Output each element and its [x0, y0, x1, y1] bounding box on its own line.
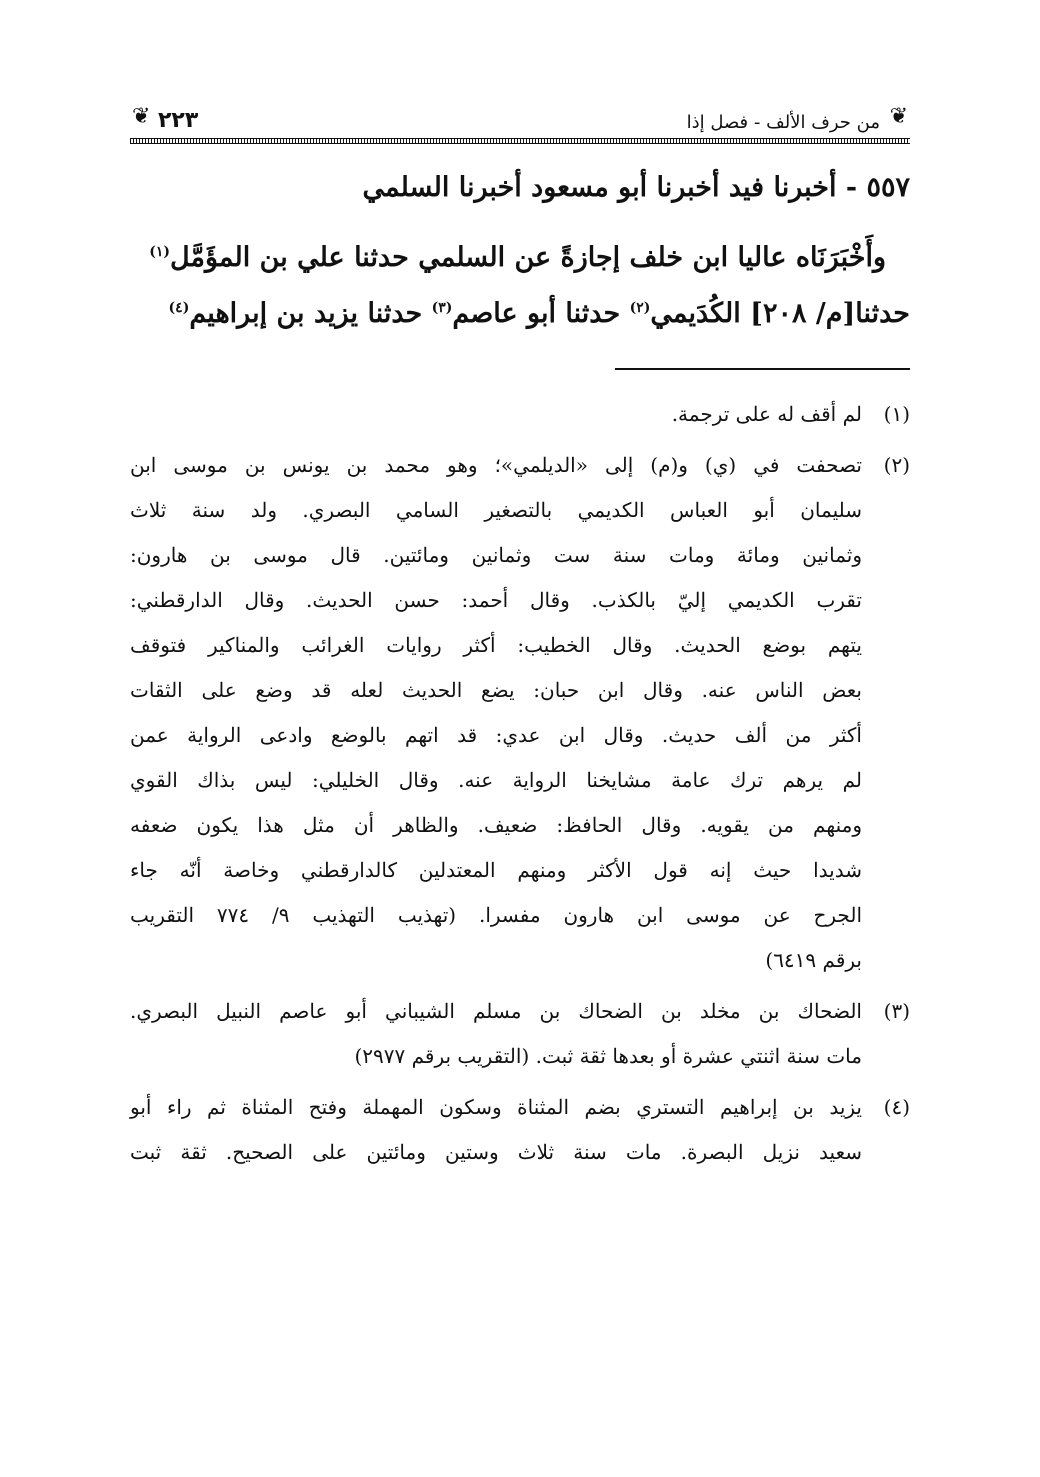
- page-number: ٢٢٣: [158, 108, 199, 133]
- isnad-text-1: وأَخْبَرَنَاه عاليا ابن خلف إجازةً عن السلمي حدثنا علي بن المؤَمَّل: [170, 242, 886, 273]
- footnote-line: وثمانين ومائة ومات سنة ست وثمانين ومائتين. قال موسى بن هارون:: [130, 543, 862, 567]
- footnote-line: يزيد بن إبراهيم التستري بضم المثناة وسكون المهملة وفتح المثناة ثم راء أبو: [130, 1095, 862, 1119]
- footnote-text: [130, 1085, 862, 1175]
- header-rule: [130, 138, 910, 144]
- footnote-line: الجرح عن موسى ابن هارون مفسرا. (تهذيب التهذيب ٩/ ٧٧٤ التقريب: [130, 903, 862, 927]
- footnote-ref-4[interactable]: (٤): [168, 300, 190, 316]
- running-header: [130, 102, 910, 142]
- main-text: [130, 160, 910, 342]
- footnote-2: [130, 443, 910, 983]
- footnote-line: تقرب الكديمي إليّ بالكذب. وقال أحمد: حسن الحديث. وقال الدارقطني:: [130, 588, 862, 612]
- footnotes: [130, 392, 910, 1181]
- footnote-line: مات سنة اثنتي عشرة أو بعدها ثقة ثبت. (التقريب برقم ٢٩٧٧): [354, 1044, 862, 1068]
- footnote-number: (٣): [883, 999, 910, 1023]
- isnad-text-2: حدثنا[م/ ٢٠٨] الكُدَيمي: [650, 298, 910, 329]
- footnote-line: الضحاك بن مخلد بن الضحاك بن مسلم الشيباني أبو عاصم النبيل البصري.: [130, 999, 862, 1023]
- footnote-line: بعض الناس عنه. وقال ابن حبان: يضع الحديث لعله قد وضع على الثقات: [130, 678, 862, 702]
- hadith-heading: ٥٥٧ - أخبرنا فيد أخبرنا أبو مسعود أخبرنا السلمي: [362, 172, 910, 203]
- footnote-separator: [615, 368, 910, 370]
- main-line-2: [130, 230, 910, 286]
- main-line-1: [130, 160, 910, 216]
- isnad-text-4: حدثنا يزيد بن إبراهيم: [189, 298, 423, 329]
- header-title: من حرف الألف - فصل إذا: [686, 112, 880, 133]
- footnote-number: (٤): [883, 1095, 910, 1119]
- footnote-number: (٢): [883, 453, 910, 477]
- footnote-1: [130, 392, 910, 437]
- ornament-left-icon: ❦: [132, 104, 151, 129]
- main-line-3: [130, 286, 910, 342]
- footnote-number: (١): [883, 402, 910, 426]
- footnote-line: تصحفت في (ي) و(م) إلى «الديلمي»؛ وهو محمد بن يونس بن موسى ابن: [130, 453, 862, 477]
- footnote-ref-1[interactable]: (١): [149, 244, 171, 260]
- footnote-line: سليمان أبو العباس الكديمي بالتصغير السامي البصري. ولد سنة ثلاث: [130, 498, 862, 522]
- footnote-ref-2[interactable]: (٢): [629, 300, 651, 316]
- footnote-line: شديدا حيث إنه قول الأكثر ومنهم المعتدلين كالدارقطني وخاصة أنّه جاء: [130, 858, 862, 882]
- footnote-line: سعيد نزيل البصرة. مات سنة ثلاث وستين ومائتين على الصحيح. ثقة ثبت: [130, 1140, 862, 1164]
- footnote-text: [130, 989, 862, 1079]
- footnote-line: أكثر من ألف حديث. وقال ابن عدي: قد اتهم بالوضع وادعى الرواية عمن: [130, 723, 862, 747]
- ornament-right-icon: ❦: [889, 104, 908, 129]
- footnote-line: ومنهم من يقويه. وقال الحافظ: ضعيف. والظاهر أن مثل هذا يكون ضعفه: [130, 813, 862, 837]
- footnote-line: برقم ٦٤١٩): [765, 948, 862, 972]
- footnote-line: يتهم بوضع الحديث. وقال الخطيب: أكثر روايات الغرائب والمناكير فتوقف: [130, 633, 862, 657]
- footnote-4: [130, 1085, 910, 1175]
- footnote-text: [130, 443, 862, 983]
- footnote-line: لم يرهم ترك عامة مشايخنا الرواية عنه. وقال الخليلي: ليس بذاك القوي: [130, 768, 862, 792]
- isnad-text-3: حدثنا أبو عاصم: [452, 298, 621, 329]
- footnote-line: لم أقف له على ترجمة.: [671, 402, 862, 426]
- footnote-text: [130, 392, 862, 437]
- footnote-ref-3[interactable]: (٣): [431, 300, 453, 316]
- footnote-3: [130, 989, 910, 1079]
